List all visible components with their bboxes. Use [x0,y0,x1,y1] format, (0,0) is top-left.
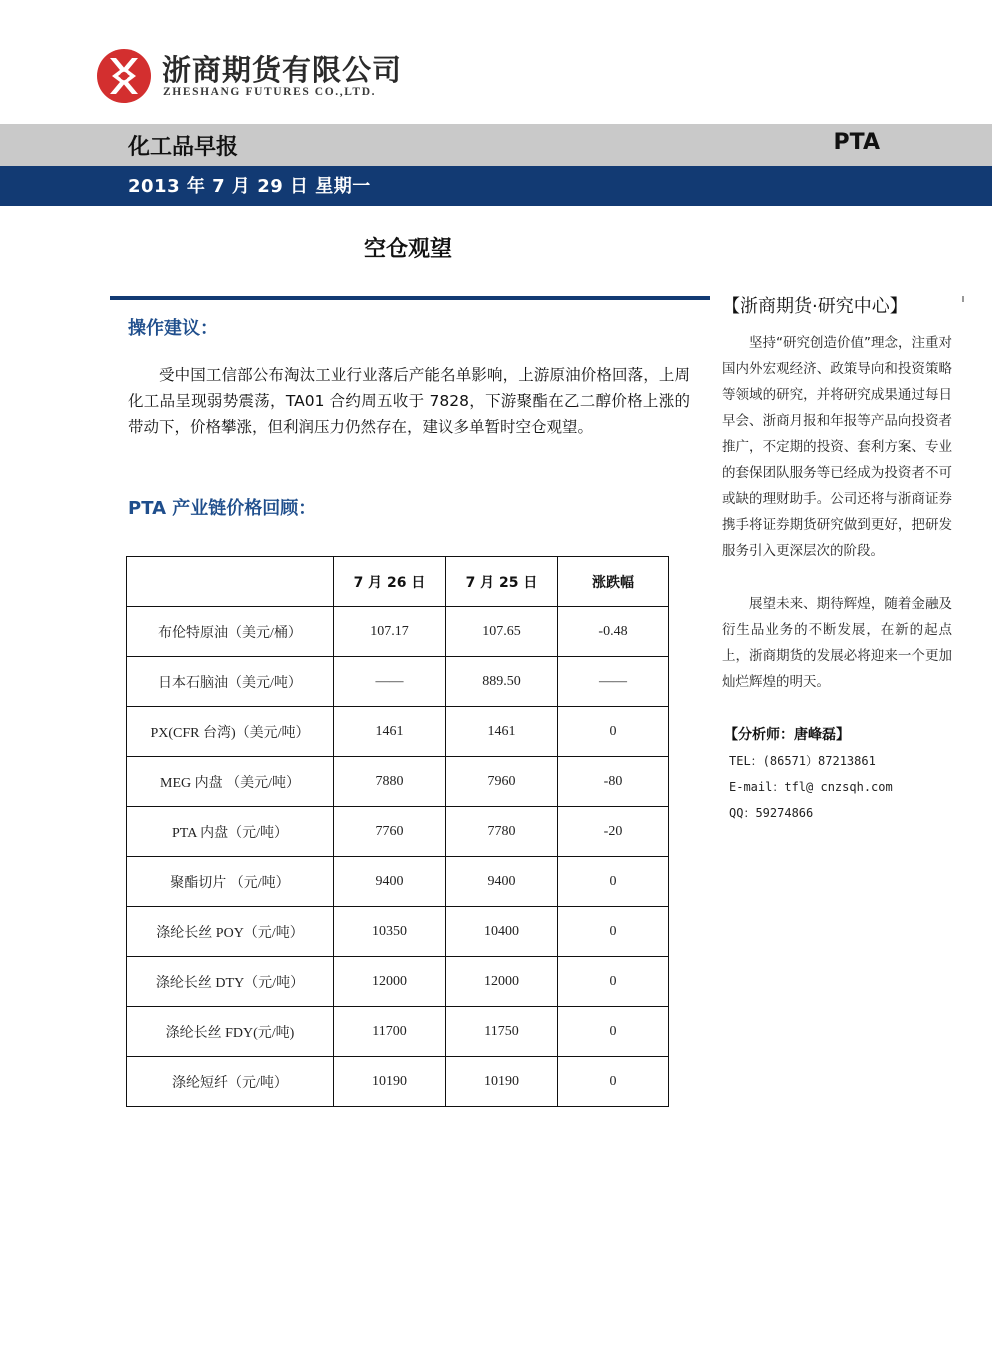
price-jul26: 7880 [334,757,446,807]
product-name: MEG 内盘 （美元/吨） [127,757,334,807]
report-date: 2013 年 7 月 29 日 星期一 [128,176,371,197]
product-name: 日本石脑油（美元/吨） [127,657,334,707]
table-header-cell: 7 月 25 日 [446,557,558,607]
price-change: 0 [558,707,669,757]
price-change: —— [558,657,669,707]
report-type: 化工品早报 [128,135,239,160]
price-table [126,556,669,1107]
company-logo [96,46,403,108]
price-jul26: 10190 [334,1057,446,1107]
price-change: 0 [558,1057,669,1107]
price-jul26: 1461 [334,707,446,757]
price-change: 0 [558,907,669,957]
table-header-cell: 涨跌幅 [558,557,669,607]
company-name-en: ZHESHANG FUTURES CO.,LTD. [163,86,377,98]
advice-body: 受中国工信部公布淘汰工业行业落后产能名单影响，上游原油价格回落，上周化工品呈现弱势震荡，TA01 合约周五收于 7828，下游聚酯在乙二醇价格上涨的带动下，价格攀涨，但利润压力仍然存在，建议多单暂时空仓观望。 [128,366,690,436]
product-name: PX(CFR 台湾)（美元/吨） [127,707,334,757]
price-jul26: 7760 [334,807,446,857]
product-name: 涤纶长丝 POY（元/吨） [127,907,334,957]
price-jul25: 10190 [446,1057,558,1107]
table-row [127,607,669,657]
report-header-band [0,124,992,166]
company-name-cn: 浙商期货有限公司 [162,53,403,87]
price-jul25: 7780 [446,807,558,857]
price-jul26: 107.17 [334,607,446,657]
analyst-qq: QQ：59274866 [729,806,814,820]
table-row [127,857,669,907]
advice-title: 操作建议： [128,318,218,339]
price-jul25: 107.65 [446,607,558,657]
price-jul26: 12000 [334,957,446,1007]
table-row [127,957,669,1007]
table-row [127,807,669,857]
product-name: 聚酯切片 （元/吨） [127,857,334,907]
logo-emblem-icon [96,48,152,104]
price-jul25: 7960 [446,757,558,807]
section-divider [110,296,710,300]
table-row [127,907,669,957]
price-change: -80 [558,757,669,807]
commodity-label: PTA [833,130,880,155]
table-row [127,1007,669,1057]
price-change: -20 [558,807,669,857]
price-jul26: 11700 [334,1007,446,1057]
price-change: 0 [558,1007,669,1057]
product-name: 布伦特原油（美元/桶） [127,607,334,657]
product-name: 涤纶长丝 DTY（元/吨） [127,957,334,1007]
table-row [127,757,669,807]
price-jul25: 9400 [446,857,558,907]
price-jul25: 11750 [446,1007,558,1057]
product-name: 涤纶长丝 FDY(元/吨) [127,1007,334,1057]
price-jul25: 10400 [446,907,558,957]
price-jul25: 12000 [446,957,558,1007]
table-row [127,707,669,757]
product-name: PTA 内盘（元/吨） [127,807,334,857]
analyst-name: 【分析师：唐峰磊】 [724,727,850,743]
price-jul26: 9400 [334,857,446,907]
analyst-email: E-mail：tfl@ cnzsqh.com [729,780,893,794]
headline: 空仓观望 [363,237,452,262]
table-header-cell: 7 月 26 日 [334,557,446,607]
table-row [127,657,669,707]
price-change: -0.48 [558,607,669,657]
sidebar-intro: 坚持“研究创造价值”理念，注重对国内外宏观经济、政策导向和投资策略等领域的研究，并将研究成果通过每日早会、浙商月报和年报等产品向投资者推广，不定期的投资、套利方案、专业的套保团队服务等已经成为投资者不可或缺的理财助手。公司还将与浙商证券携手将证券期货研究做到更好，把研发服务引入更深层次的阶段。 [722,335,952,559]
sidebar-outlook: 展望未来、期待辉煌，随着金融及衍生品业务的不断发展，在新的起点上，浙商期货的发展必将迎来一个更加灿烂辉煌的明天。 [722,596,952,690]
sidebar-title: 【浙商期货·研究中心】 [722,296,908,317]
table-row [127,1057,669,1107]
price-change: 0 [558,957,669,1007]
price-jul26: 10350 [334,907,446,957]
price-jul25: 1461 [446,707,558,757]
table-header-row [127,557,669,607]
date-band [0,166,992,206]
review-title: PTA 产业链价格回顾： [128,498,317,519]
table-header-cell [127,557,334,607]
price-jul25: 889.50 [446,657,558,707]
price-change: 0 [558,857,669,907]
analyst-phone: TEL：(86571）87213861 [729,754,876,768]
price-jul26: —— [334,657,446,707]
product-name: 涤纶短纤（元/吨） [127,1057,334,1107]
sidebar-divider [962,296,964,302]
